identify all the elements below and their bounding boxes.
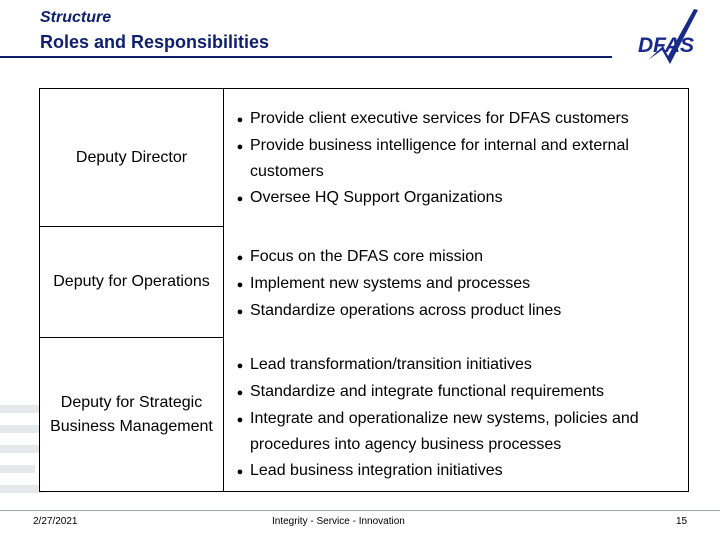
list-item: ● Standardize operations across product lines xyxy=(228,298,688,325)
header-title: Structure xyxy=(40,9,112,26)
list-item: ● Standardize and integrate functional requirements xyxy=(228,379,688,406)
bullet-icon: ● xyxy=(236,387,244,399)
bullet-icon: ● xyxy=(236,193,244,205)
role-label: Deputy for Operations xyxy=(53,273,210,290)
list-item: ● Focus on the DFAS core mission xyxy=(228,244,688,271)
role-label: Deputy for Strategic Business Management xyxy=(50,393,213,435)
page-number: 15 xyxy=(676,516,688,527)
page-title: Roles and Responsibilities xyxy=(40,32,270,52)
logo-wordmark: DFAS xyxy=(638,34,695,57)
role-cell xyxy=(40,338,224,491)
footer-rule xyxy=(0,510,720,511)
footer-motto: Integrity - Service - Innovation xyxy=(272,516,405,527)
role-cell xyxy=(40,89,224,226)
list-item: ● Integrate and operationalize new systems, policies and procedures into agency business processes xyxy=(228,406,688,458)
bullet-icon: ● xyxy=(236,279,244,291)
bullet-icon: ● xyxy=(236,252,244,264)
responsibilities-list xyxy=(228,106,688,212)
responsibilities-list xyxy=(228,352,688,485)
header-rule xyxy=(0,56,612,58)
bullet-icon: ● xyxy=(236,466,244,478)
bullet-icon: ● xyxy=(236,114,244,126)
list-item: ● Lead transformation/transition initiatives xyxy=(228,352,688,379)
bullet-icon: ● xyxy=(236,306,244,318)
footer-date: 2/27/2021 xyxy=(33,516,78,527)
bullet-icon: ● xyxy=(236,141,244,153)
dfas-logo xyxy=(632,6,702,76)
list-item: ● Oversee HQ Support Organizations xyxy=(228,185,688,212)
list-item: ● Provide client executive services for DFAS customers xyxy=(228,106,688,133)
role-cell xyxy=(40,227,224,337)
list-item: ● Lead business integration initiatives xyxy=(228,458,688,485)
list-item: ● Provide business intelligence for internal and external customers xyxy=(228,133,688,185)
roles-table xyxy=(39,88,689,492)
role-label: Deputy Director xyxy=(75,148,188,166)
bullet-icon: ● xyxy=(236,414,244,426)
bullet-icon: ● xyxy=(236,360,244,372)
list-item: ● Implement new systems and processes xyxy=(228,271,688,298)
responsibilities-list xyxy=(228,244,688,325)
